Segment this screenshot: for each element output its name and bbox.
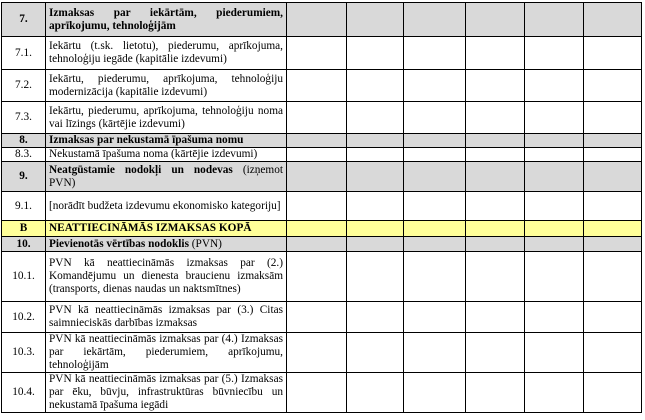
amount-cell (404, 102, 466, 134)
amount-cell (347, 70, 404, 102)
amount-cell (525, 237, 584, 252)
table-row (2, 148, 642, 162)
row-description (46, 70, 287, 102)
amount-cell (466, 192, 525, 221)
table-row (2, 37, 642, 70)
amount-cell (404, 70, 466, 102)
amount-cell (404, 192, 466, 221)
amount-cell (584, 333, 642, 373)
amount-cell (466, 333, 525, 373)
row-description-text: [norādīt budžeta izdevumu ekonomisko kategoriju] (49, 199, 281, 212)
amount-cell (466, 162, 525, 192)
amount-cell (287, 237, 347, 252)
table-row (2, 70, 642, 102)
amount-cell (404, 162, 466, 192)
row-description (46, 237, 287, 252)
table-row (2, 252, 642, 302)
amount-cell (347, 37, 404, 70)
row-description (46, 302, 287, 333)
row-description (46, 148, 287, 162)
table-row (2, 221, 642, 237)
row-description-suffix: (izņemot PVN) (49, 163, 283, 189)
amount-cell (347, 221, 404, 237)
row-description-text: Izmaksas par nekustamā īpašuma nomu (49, 134, 244, 146)
table-row (2, 3, 642, 37)
row-number: 10.3. (2, 333, 46, 373)
amount-cell (525, 333, 584, 373)
amount-cell (287, 102, 347, 134)
amount-cell (584, 221, 642, 237)
row-number: 7.2. (2, 70, 46, 102)
row-description-text: Izmaksas par iekārtām, piederumiem, aprīkojumu, tehnoloģijām (49, 6, 283, 32)
amount-cell (347, 3, 404, 37)
row-description (46, 102, 287, 134)
amount-cell (525, 70, 584, 102)
amount-cell (584, 373, 642, 413)
amount-cell (525, 221, 584, 237)
row-description (46, 373, 287, 413)
amount-cell (347, 162, 404, 192)
amount-cell (404, 373, 466, 413)
amount-cell (404, 221, 466, 237)
row-number: 10. (2, 237, 46, 252)
row-number: B (2, 221, 46, 237)
table-row (2, 237, 642, 252)
row-description-text: Nekustamā īpašuma noma (kārtējie izdevumi) (49, 148, 258, 160)
amount-cell (347, 237, 404, 252)
amount-cell (404, 148, 466, 162)
row-number: 8.3. (2, 148, 46, 162)
row-number: 7.3. (2, 102, 46, 134)
amount-cell (287, 148, 347, 162)
amount-cell (466, 134, 525, 148)
amount-cell (287, 134, 347, 148)
amount-cell (466, 252, 525, 302)
amount-cell (466, 302, 525, 333)
amount-cell (404, 3, 466, 37)
row-number: 9.1. (2, 192, 46, 221)
amount-cell (347, 102, 404, 134)
amount-cell (584, 37, 642, 70)
row-description-text: Iekārtu, piederumu, aprīkojuma, tehnoloģiju modernizācija (kapitālie izdevumi) (49, 72, 283, 98)
row-number: 10.2. (2, 302, 46, 333)
amount-cell (287, 3, 347, 37)
amount-cell (287, 37, 347, 70)
amount-cell (584, 237, 642, 252)
amount-cell (287, 70, 347, 102)
amount-cell (466, 102, 525, 134)
amount-cell (466, 70, 525, 102)
amount-cell (404, 302, 466, 333)
amount-cell (347, 302, 404, 333)
amount-cell (584, 102, 642, 134)
amount-cell (584, 70, 642, 102)
amount-cell (584, 162, 642, 192)
row-description-text: NEATTIECINĀMĀS IZMAKSAS KOPĀ (49, 222, 252, 234)
row-description (46, 3, 287, 37)
row-description-text: PVN kā neattiecināmās izmaksas par (3.) Citas saimnieciskās darbības izmaksas (49, 304, 283, 329)
amount-cell (347, 148, 404, 162)
row-description (46, 221, 287, 237)
table-row (2, 134, 642, 148)
row-number: 8. (2, 134, 46, 148)
amount-cell (347, 134, 404, 148)
amount-cell (287, 252, 347, 302)
amount-cell (525, 162, 584, 192)
amount-cell (525, 252, 584, 302)
amount-cell (584, 148, 642, 162)
row-description-text: PVN kā neattiecināmās izmaksas par (2.) Komandējumu un dienesta braucienu izmaksām (transports, dienas naudas un naktsmītnes) (49, 257, 283, 295)
row-number: 10.1. (2, 252, 46, 302)
table-row (2, 373, 642, 413)
table-row (2, 102, 642, 134)
row-description (46, 192, 287, 221)
amount-cell (525, 37, 584, 70)
amount-cell (525, 148, 584, 162)
row-description-text: PVN kā neattiecināmās izmaksas par (5.) Izmaksas par ēku, būvju, infrastruktūras būvniecību un nekustamā īpašuma iegādi (49, 373, 283, 411)
amount-cell (404, 237, 466, 252)
amount-cell (347, 192, 404, 221)
amount-cell (404, 333, 466, 373)
amount-cell (466, 148, 525, 162)
amount-cell (404, 134, 466, 148)
amount-cell (525, 373, 584, 413)
row-description-text: PVN kā neattiecināmās izmaksas par (4.) Izmaksas par iekārtām, piederumiem, aprīkojumu, tehnoloģijām (49, 333, 283, 371)
table-row (2, 162, 642, 192)
table-row (2, 333, 642, 373)
amount-cell (525, 102, 584, 134)
budget-table (1, 2, 642, 413)
amount-cell (584, 302, 642, 333)
amount-cell (287, 192, 347, 221)
row-number: 9. (2, 162, 46, 192)
row-description (46, 37, 287, 70)
amount-cell (466, 237, 525, 252)
amount-cell (287, 221, 347, 237)
amount-cell (525, 192, 584, 221)
amount-cell (404, 37, 466, 70)
amount-cell (287, 333, 347, 373)
amount-cell (287, 162, 347, 192)
amount-cell (584, 252, 642, 302)
row-description-text: Pievienotās vērtības nodoklis (49, 237, 189, 250)
row-description-text: Iekārtu, piederumu, aprīkojuma, tehnoloģiju noma vai līzings (kārtējie izdevumi) (49, 104, 283, 130)
row-description-text: Iekārtu (t.sk. lietotu), piederumu, aprīkojuma, tehnoloģiju iegāde (kapitālie izdevumi) (49, 40, 283, 65)
row-description (46, 333, 287, 373)
amount-cell (404, 252, 466, 302)
amount-cell (466, 221, 525, 237)
row-description (46, 252, 287, 302)
amount-cell (466, 37, 525, 70)
row-number: 7. (2, 3, 46, 37)
amount-cell (347, 252, 404, 302)
table-row (2, 192, 642, 221)
amount-cell (525, 3, 584, 37)
amount-cell (466, 373, 525, 413)
row-number: 7.1. (2, 37, 46, 70)
row-description (46, 162, 287, 192)
amount-cell (287, 302, 347, 333)
amount-cell (584, 192, 642, 221)
row-description (46, 134, 287, 148)
row-number: 10.4. (2, 373, 46, 413)
amount-cell (347, 373, 404, 413)
amount-cell (525, 302, 584, 333)
row-description-suffix: (PVN) (188, 237, 222, 250)
amount-cell (347, 333, 404, 373)
amount-cell (584, 134, 642, 148)
amount-cell (525, 134, 584, 148)
row-description-text: Neatgūstamie nodokļi un nodevas (49, 163, 233, 176)
amount-cell (466, 3, 525, 37)
table-row (2, 302, 642, 333)
amount-cell (287, 373, 347, 413)
amount-cell (584, 3, 642, 37)
